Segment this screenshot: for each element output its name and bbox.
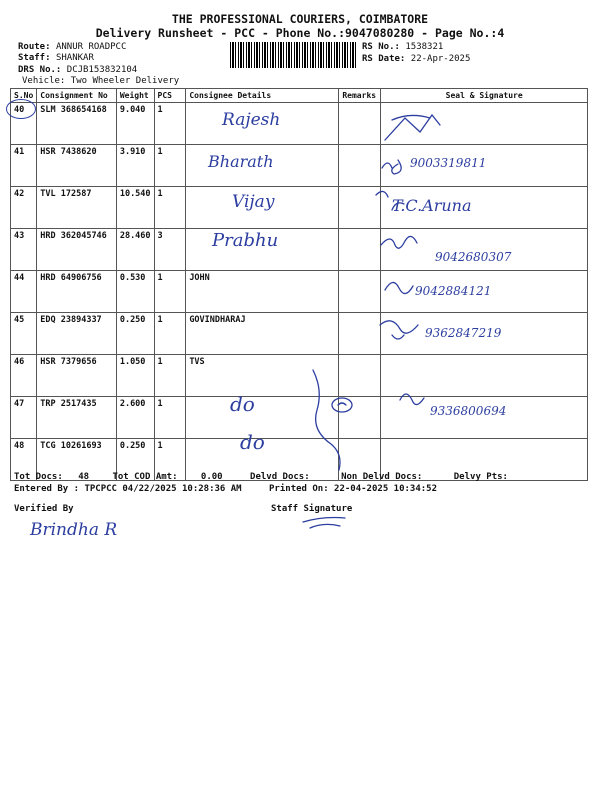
handwritten-consignee-40: Rajesh (222, 110, 281, 130)
rs-no-value: 1538321 (405, 42, 444, 52)
staff-signature-label: Staff Signature (271, 504, 353, 514)
handwritten-consignee-47: do (230, 392, 255, 416)
route-value: ANNUR ROADPCC (55, 42, 127, 52)
col-consignee: Consignee Details (186, 89, 339, 103)
col-weight: Weight (116, 89, 154, 103)
col-consignment: Consignment No (37, 89, 117, 103)
entered-by-value: TPCPCC 04/22/2025 10:28:36 AM (84, 484, 242, 494)
footer-totals: Tot Docs: 48 Tot COD Amt: 0.00 Delvd Docs: Non Delvd Docs: Delvy Pts: (14, 472, 508, 482)
printed-on-value: 22-04-2025 10:34:52 (334, 484, 437, 494)
handwritten-consignee-42: Vijay (232, 192, 275, 212)
rs-date-line: RS Date: 22-Apr-2025 (362, 54, 471, 64)
col-seal-signature: Seal & Signature (381, 89, 588, 103)
handwritten-phone-44: 9042884121 (415, 284, 492, 298)
table-row: 47 TRP 2517435 2.600 1 (11, 397, 588, 439)
footer-entry: Entered By : TPCPCC 04/22/2025 10:28:36 AM Printed On: 22-04-2025 10:34:52 (14, 484, 437, 494)
company-title: THE PROFESSIONAL COURIERS, COIMBATORE (171, 12, 429, 26)
rs-date-value: 22-Apr-2025 (410, 54, 471, 64)
rs-no-line: RS No.: 1538321 (362, 42, 444, 52)
handwritten-consignee-41: Bharath (208, 152, 274, 171)
handwritten-phone-47: 9336800694 (430, 404, 507, 418)
route-line: Route: ANNUR ROADPCC (18, 42, 127, 52)
col-pcs: PCS (154, 89, 186, 103)
drs-line: DRS No.: DCJB153832104 (18, 65, 138, 75)
staff-value: SHANKAR (55, 53, 94, 63)
handwritten-consignee-43: Prabhu (212, 230, 279, 251)
handwritten-consignee-48: do (240, 430, 265, 454)
cod-value: 0.00 (200, 472, 223, 482)
table-row: 42 TVL 172587 10.540 1 (11, 187, 588, 229)
table-row: 45 EDQ 23894337 0.250 1 GOVINDHARAJ (11, 313, 588, 355)
col-sno: S.No (11, 89, 37, 103)
table-row: 44 HRD 64906756 0.530 1 JOHN (11, 271, 588, 313)
handwritten-phone-45: 9362847219 (425, 326, 502, 340)
handwritten-verified-name: Brindha R (30, 520, 118, 540)
table-row: 40 SLM 368654168 9.040 1 (11, 103, 588, 145)
table-row: 48 TCG 10261693 0.250 1 (11, 439, 588, 481)
table-row: 41 HSR 7438620 3.910 1 (11, 145, 588, 187)
col-remarks: Remarks (339, 89, 381, 103)
verified-by-label: Verified By (14, 504, 74, 514)
vehicle-line: Vehicle: Two Wheeler Delivery (22, 76, 180, 86)
tot-docs-value: 48 (78, 472, 90, 482)
handwritten-signature-42: T.C.Aruna (392, 196, 472, 215)
handwritten-phone-41: 9003319811 (410, 156, 487, 170)
table-row: 46 HSR 7379656 1.050 1 TVS (11, 355, 588, 397)
runsheet-subtitle: Delivery Runsheet - PCC - Phone No.:9047080280 - Page No.:4 (95, 26, 505, 40)
vehicle-value: Two Wheeler Delivery (70, 76, 180, 86)
drs-value: DCJB153832104 (66, 65, 138, 75)
handwritten-phone-43: 9042680307 (435, 250, 512, 264)
table-row: 43 HRD 362045746 28.460 3 (11, 229, 588, 271)
staff-line: Staff: SHANKAR (18, 53, 94, 63)
